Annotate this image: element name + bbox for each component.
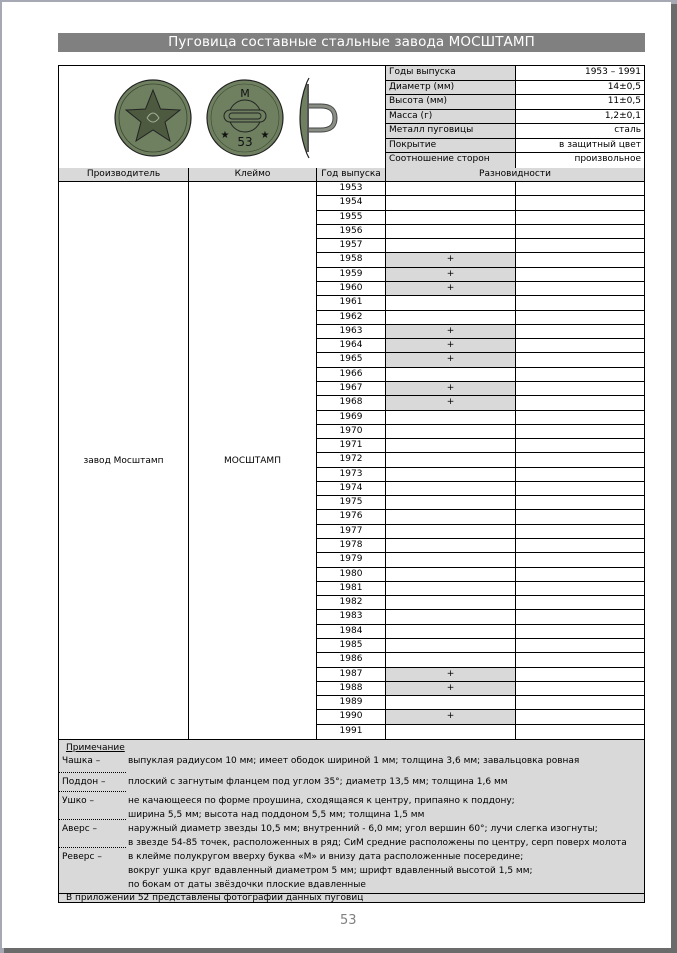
year-cell: 1991: [317, 725, 386, 739]
spec-value: 1953 – 1991: [584, 67, 641, 77]
spec-label: Соотношение сторон: [386, 153, 516, 168]
variant-2-cell: [516, 296, 644, 309]
reverse-star-left-icon: ★: [220, 130, 230, 141]
table-row: [317, 568, 644, 582]
variant-1-cell: [386, 296, 516, 309]
variant-1-cell: +: [386, 382, 516, 395]
variant-1-cell: +: [386, 710, 516, 723]
notes-section: [59, 739, 644, 893]
spec-label: Покрытие: [386, 139, 516, 153]
year-cell: 1972: [317, 453, 386, 466]
note-label: Поддон –: [62, 777, 106, 787]
year-cell: 1978: [317, 539, 386, 552]
variant-2-cell: [516, 596, 644, 609]
table-row: [317, 382, 644, 396]
table-row: [317, 196, 644, 210]
page-shadow-right: [671, 4, 677, 953]
variant-2-cell: [516, 282, 644, 295]
spec-row: [386, 153, 644, 168]
variant-1-cell: +: [386, 353, 516, 366]
variant-1-cell: [386, 311, 516, 324]
page-number: 53: [340, 913, 357, 928]
variant-1-cell: [386, 211, 516, 224]
table-row: [317, 653, 644, 667]
variant-2-cell: [516, 482, 644, 495]
note-text-line: по бокам от даты звёздочки плоские вдавленные: [128, 880, 366, 890]
table-row: [317, 411, 644, 425]
table-row: [317, 625, 644, 639]
year-cell: 1968: [317, 396, 386, 409]
button-obverse-star-icon: [115, 80, 191, 156]
variant-2-cell: [516, 239, 644, 252]
year-cell: 1989: [317, 696, 386, 709]
year-cell: 1971: [317, 439, 386, 452]
variant-1-cell: [386, 653, 516, 666]
variant-1-cell: [386, 553, 516, 566]
variant-1-cell: [386, 725, 516, 739]
year-cell: 1964: [317, 339, 386, 352]
note-text-line: в звезде 54-85 точек, расположенных в ряд; СиМ средние расположены по центру, серп поверх молота: [128, 838, 627, 848]
variant-2-cell: [516, 325, 644, 338]
year-cell: 1958: [317, 253, 386, 266]
variant-1-cell: [386, 468, 516, 481]
variant-1-cell: [386, 525, 516, 538]
spec-label: Годы выпуска: [386, 66, 516, 80]
table-row: [317, 453, 644, 467]
year-cell: 1965: [317, 353, 386, 366]
note-divider: [59, 819, 126, 820]
table-row: [317, 425, 644, 439]
variant-2-cell: [516, 696, 644, 709]
spec-row: [386, 66, 644, 81]
year-cell: 1986: [317, 653, 386, 666]
variant-2-cell: [516, 525, 644, 538]
note-label: Реверс –: [62, 852, 102, 862]
variant-1-cell: [386, 239, 516, 252]
table-row: [317, 339, 644, 353]
variant-1-cell: [386, 225, 516, 238]
spec-value: 14±0,5: [607, 81, 641, 92]
variant-2-cell: [516, 225, 644, 238]
notes-title: Примечание: [66, 743, 125, 753]
reverse-star-right-icon: ★: [260, 130, 270, 141]
year-cell: 1970: [317, 425, 386, 438]
variant-1-cell: +: [386, 282, 516, 295]
note-text-line: плоский с загнутым фланцем под углом 35°; диаметр 13,5 мм; толщина 1,6 мм: [128, 777, 508, 787]
variant-2-cell: [516, 668, 644, 681]
stamp-name: МОСШТАМП: [224, 455, 281, 466]
table-row: [317, 239, 644, 253]
table-row: [317, 696, 644, 710]
variant-2-cell: [516, 182, 644, 195]
table-row: [317, 282, 644, 296]
year-cell: 1954: [317, 196, 386, 209]
variant-1-cell: +: [386, 668, 516, 681]
spec-label: Металл пуговицы: [386, 124, 516, 138]
year-cell: 1957: [317, 239, 386, 252]
header-stamp: Клеймо: [189, 168, 317, 182]
variant-1-cell: [386, 482, 516, 495]
table-row: [317, 268, 644, 282]
note-label: Чашка –: [62, 756, 101, 766]
variant-2-cell: [516, 311, 644, 324]
variant-1-cell: [386, 439, 516, 452]
spec-label: Диаметр (мм): [386, 81, 516, 95]
year-cell: 1985: [317, 639, 386, 652]
year-cell: 1987: [317, 668, 386, 681]
variant-1-cell: [386, 453, 516, 466]
variant-1-cell: [386, 510, 516, 523]
footer-note: В приложении 52 представлены фотографии данных пуговиц: [59, 893, 644, 902]
variant-2-cell: [516, 382, 644, 395]
note-text-line: не качающееся по форме проушина, сходящаяся к центру, припаяно к поддону;: [128, 796, 515, 806]
year-cell: 1980: [317, 568, 386, 581]
variant-1-cell: +: [386, 253, 516, 266]
year-cell: 1981: [317, 582, 386, 595]
table-row: [317, 639, 644, 653]
spec-row: [386, 124, 644, 139]
header-year: Год выпуска: [317, 168, 386, 182]
year-cell: 1974: [317, 482, 386, 495]
spec-row: [386, 81, 644, 96]
table-row: [317, 296, 644, 310]
page-shadow-bottom: [4, 948, 677, 953]
variant-1-cell: [386, 425, 516, 438]
note-text-line: наружный диаметр звезды 10,5 мм; внутренний - 6,0 мм; угол вершин 60°; лучи слегка изогнуты;: [128, 824, 598, 834]
variant-2-cell: [516, 353, 644, 366]
year-cell: 1984: [317, 625, 386, 638]
year-cell: 1953: [317, 182, 386, 195]
note-text-line: в клейме полукругом вверху буква «М» и внизу дата расположенные посередине;: [128, 852, 524, 862]
table-row: [317, 668, 644, 682]
variant-2-cell: [516, 625, 644, 638]
year-cell: 1963: [317, 325, 386, 338]
spec-value: 11±0,5: [607, 96, 641, 107]
variant-2-cell: [516, 253, 644, 266]
reverse-letter: М: [240, 87, 250, 100]
note-divider: [59, 847, 126, 848]
variant-1-cell: [386, 539, 516, 552]
variant-2-cell: [516, 368, 644, 381]
table-row: [317, 525, 644, 539]
variant-1-cell: [386, 411, 516, 424]
table-row: [317, 211, 644, 225]
variant-2-cell: [516, 496, 644, 509]
year-cell: 1990: [317, 710, 386, 723]
spec-label: Масса (г): [386, 110, 516, 124]
variant-1-cell: +: [386, 396, 516, 409]
variant-2-cell: [516, 439, 644, 452]
variant-2-cell: [516, 539, 644, 552]
header-variants: Разновидности: [386, 168, 644, 182]
table-row: [317, 439, 644, 453]
year-cell: 1979: [317, 553, 386, 566]
year-cell: 1960: [317, 282, 386, 295]
table-row: [317, 182, 644, 196]
table-row: [317, 353, 644, 367]
year-cell: 1956: [317, 225, 386, 238]
variant-2-cell: [516, 553, 644, 566]
year-cell: 1959: [317, 268, 386, 281]
stamp-cell: [189, 182, 317, 739]
page-title: Пуговица составные стальные завода МОСШТАМП: [58, 33, 645, 52]
table-row: [317, 710, 644, 724]
table-row: [317, 582, 644, 596]
table-row: [317, 553, 644, 567]
variant-1-cell: [386, 568, 516, 581]
variant-1-cell: +: [386, 268, 516, 281]
variant-2-cell: [516, 411, 644, 424]
variant-2-cell: [516, 425, 644, 438]
variant-2-cell: [516, 582, 644, 595]
spec-row: [386, 139, 644, 154]
variant-2-cell: [516, 196, 644, 209]
variant-1-cell: [386, 582, 516, 595]
variant-2-cell: [516, 510, 644, 523]
table-row: [317, 510, 644, 524]
variant-1-cell: [386, 639, 516, 652]
spec-row: [386, 110, 644, 125]
spec-value: сталь: [614, 125, 641, 136]
variant-2-cell: [516, 468, 644, 481]
table-row: [317, 725, 644, 739]
variant-2-cell: [516, 610, 644, 623]
variant-2-cell: [516, 211, 644, 224]
variant-1-cell: [386, 625, 516, 638]
note-text-line: выпуклая радиусом 10 мм; имеет ободок шириной 1 мм; толщина 3,6 мм; завальцовка ровная: [128, 756, 580, 766]
variant-2-cell: [516, 396, 644, 409]
spec-value: в защитный цвет: [559, 139, 641, 150]
note-divider: [59, 791, 126, 792]
spec-value: 1,2±0,1: [604, 110, 641, 121]
variant-1-cell: [386, 610, 516, 623]
spec-value: произвольное: [574, 154, 641, 165]
variant-2-cell: [516, 268, 644, 281]
table-row: [317, 596, 644, 610]
table-row: [317, 482, 644, 496]
variant-2-cell: [516, 639, 644, 652]
variant-1-cell: [386, 368, 516, 381]
year-cell: 1976: [317, 510, 386, 523]
table-row: [317, 325, 644, 339]
year-cell: 1975: [317, 496, 386, 509]
header-maker: Производитель: [59, 168, 189, 182]
variant-1-cell: +: [386, 682, 516, 695]
year-cell: 1967: [317, 382, 386, 395]
note-divider: [59, 772, 126, 773]
variant-2-cell: [516, 339, 644, 352]
year-cell: 1962: [317, 311, 386, 324]
table-row: [317, 610, 644, 624]
table-row: [317, 225, 644, 239]
variant-2-cell: [516, 710, 644, 723]
note-label: Ушко –: [62, 796, 95, 806]
maker-cell: [59, 182, 189, 739]
table-row: [317, 368, 644, 382]
year-cell: 1961: [317, 296, 386, 309]
variant-1-cell: +: [386, 339, 516, 352]
year-cell: 1973: [317, 468, 386, 481]
year-cell: 1977: [317, 525, 386, 538]
table-row: [317, 682, 644, 696]
variant-1-cell: [386, 196, 516, 209]
note-label: Аверс –: [62, 824, 98, 834]
variant-2-cell: [516, 568, 644, 581]
variant-2-cell: [516, 453, 644, 466]
table-row: [317, 539, 644, 553]
button-images-svg: [59, 66, 385, 167]
note-text-line: ширина 5,5 мм; высота над поддоном 5,5 мм; толщина 1,5 мм: [128, 810, 425, 820]
reverse-date: 53: [237, 135, 253, 149]
variant-1-cell: [386, 696, 516, 709]
button-reverse-stamp-icon: [207, 80, 283, 156]
variant-1-cell: [386, 496, 516, 509]
variant-2-cell: [516, 653, 644, 666]
year-cell: 1982: [317, 596, 386, 609]
table-row: [317, 253, 644, 267]
year-cell: 1983: [317, 610, 386, 623]
variant-1-cell: +: [386, 325, 516, 338]
button-side-profile-icon: [300, 78, 335, 158]
button-info-table: [58, 65, 645, 903]
variant-2-cell: [516, 682, 644, 695]
maker-name: завод Мосштамп: [83, 455, 164, 466]
variant-1-cell: [386, 182, 516, 195]
table-row: [317, 496, 644, 510]
spec-label: Высота (мм): [386, 95, 516, 109]
spec-row: [386, 95, 644, 110]
year-cell: 1969: [317, 411, 386, 424]
table-row: [317, 396, 644, 410]
year-cell: 1988: [317, 682, 386, 695]
year-cell: 1966: [317, 368, 386, 381]
year-cell: 1955: [317, 211, 386, 224]
variant-1-cell: [386, 596, 516, 609]
table-row: [317, 468, 644, 482]
table-row: [317, 311, 644, 325]
variant-2-cell: [516, 725, 644, 739]
button-images: [59, 66, 386, 168]
note-text-line: вокруг ушка круг вдавленный диаметром 5 мм; шрифт вдавленный высотой 1,5 мм;: [128, 866, 533, 876]
